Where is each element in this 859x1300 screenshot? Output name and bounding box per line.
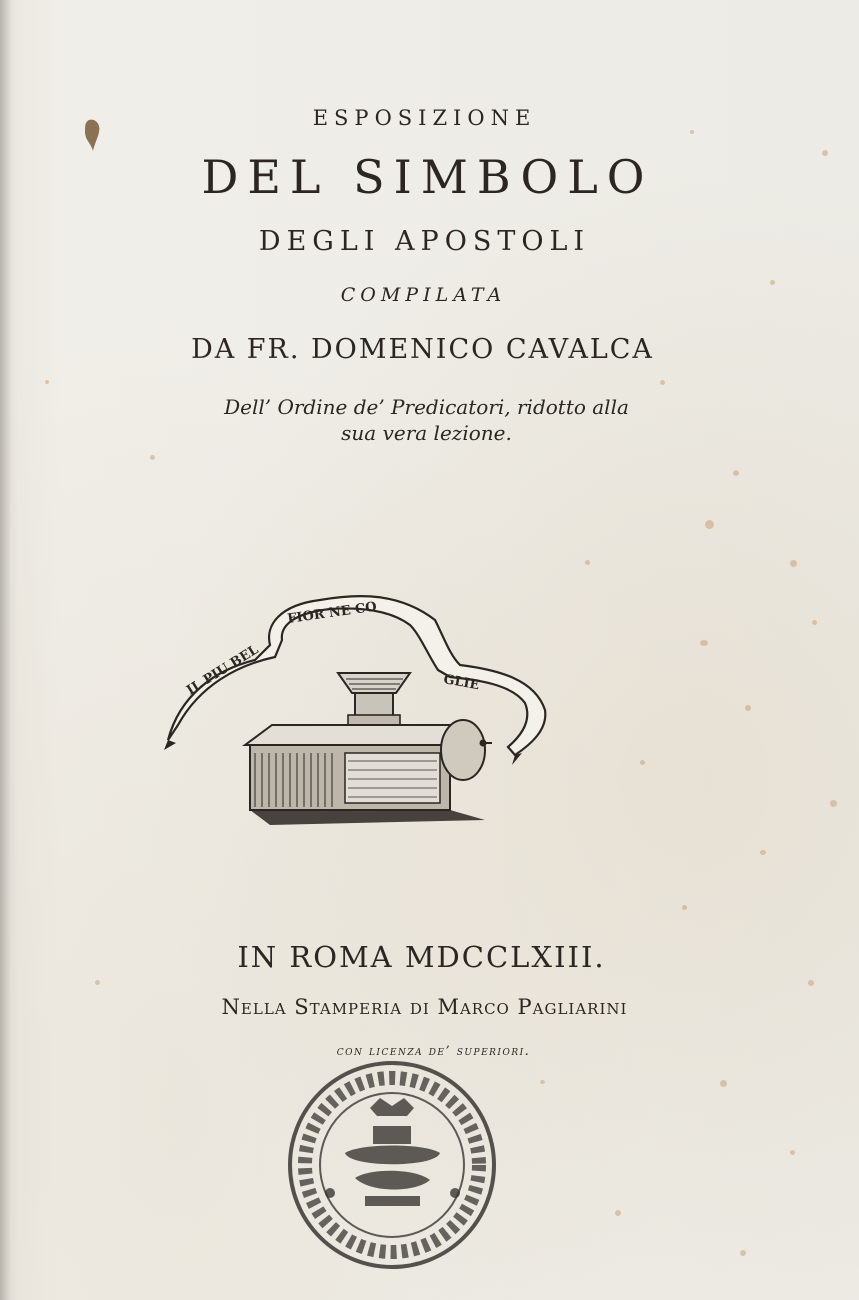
flour-mill-emblem-icon [160,585,555,830]
imprint-license: con licenza de’ superiori. [336,1044,531,1059]
main-title: DEL SIMBOLO [201,150,654,204]
order-text: Dell’ Ordine de’ Predicatori, ridotto alla sua vera lezione. [224,395,629,445]
order-line [0,394,856,446]
sub-title: DEGLI APOSTOLI [258,226,591,257]
banner-motto-right: GLIE [442,672,481,694]
banner-motto-left: IL PIU BEL [184,642,262,699]
author-line: DA FR. DOMENICO CAVALCA [191,334,654,365]
imprint-printer: Nella Stamperia di Marco Pagliarini [221,995,628,1019]
pre-title: ESPOSIZIONE [312,106,537,130]
banner-motto-center: FIOR NE CO [286,599,378,627]
library-ownership-stamp-icon [285,1058,500,1273]
compiled-by-line: COMPILATA [340,284,507,306]
imprint-place-date: IN ROMA MDCCLXIII. [237,940,606,974]
